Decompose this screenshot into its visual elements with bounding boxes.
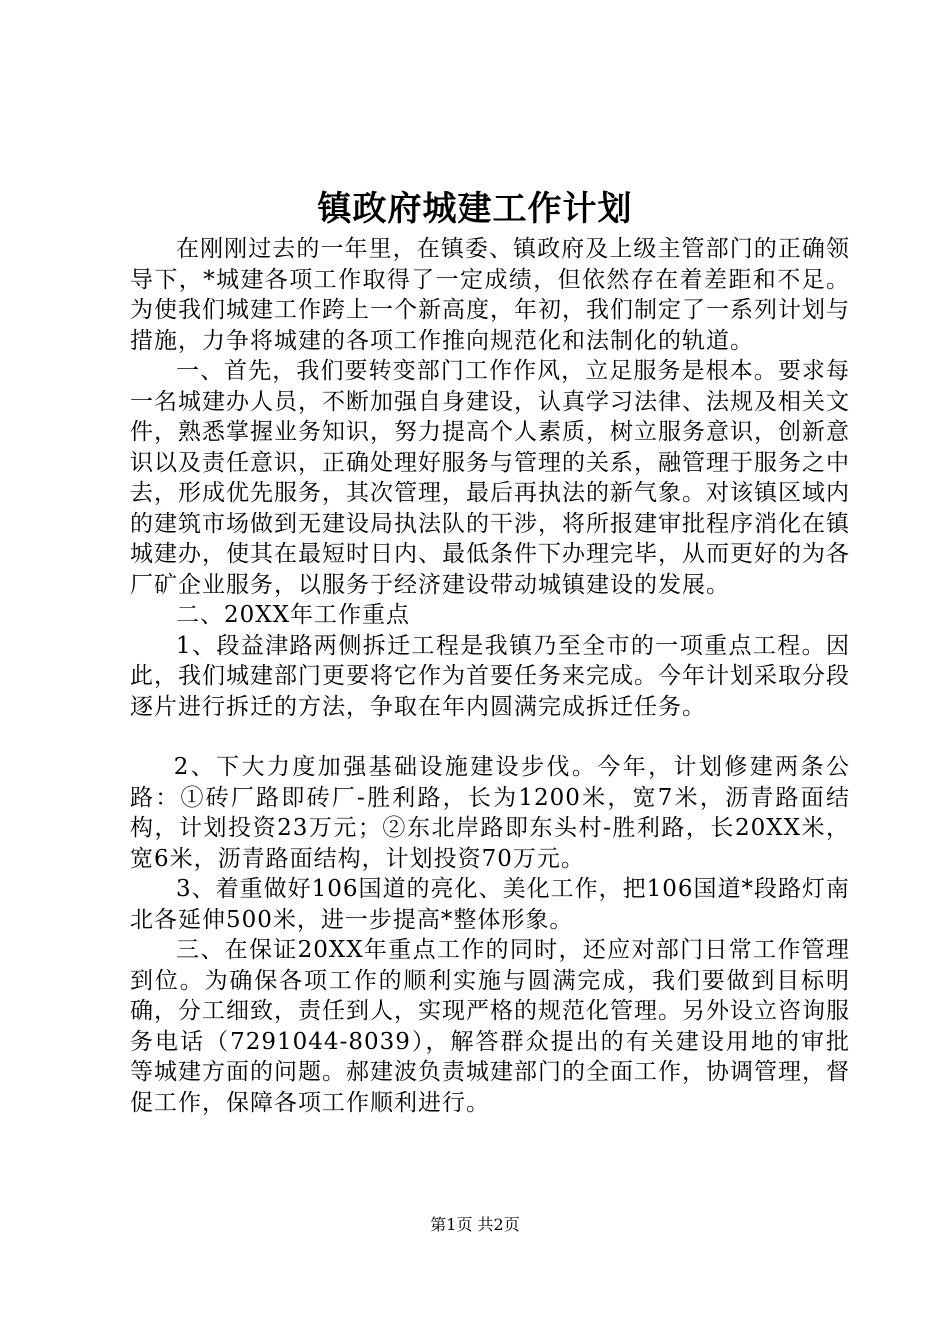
- page-footer: 第1页 共2页: [430, 1215, 520, 1234]
- blank-line: [130, 722, 850, 752]
- section-two-heading: 二、20XX年工作重点: [176, 602, 411, 628]
- item-two-paragraph: 2、下大力度加强基础设施建设步伐。今年，计划修建两条公路：①砖厂路即砖厂-胜利路，长为1200米，宽7米，沥青路面结构，计划投资23万元；②东北岸路即东头村-胜利路，长20XX米，宽6米，沥青路面结构，计划投资70万元。: [130, 754, 850, 872]
- document-title: 镇政府城建工作计划: [317, 189, 633, 229]
- section-one-paragraph: 一、首先，我们要转变部门工作作风，立足服务是根本。要求每一名城建办人员，不断加强自身建设，认真学习法律、法规及相关文件，熟悉掌握业务知识，努力提高个人素质，树立服务意识，创新意识以及责任意识，正确处理好服务与管理的关系，融管理于服务之中去，形成优先服务，其次管理，最后再执法的新气象。对该镇区域内的建筑市场做到无建设局执法队的干涉，将所报建审批程序消化在镇城建办，使其在最短时日内、最低条件下办理完毕，从而更好的为各厂矿企业服务，以服务于经济建设带动城镇建设的发展。: [130, 358, 850, 598]
- document-body: [130, 234, 850, 1118]
- item-three-paragraph: 3、着重做好106国道的亮化、美化工作，把106国道*段路灯南北各延伸500米，进一步提高*整体形象。: [130, 876, 850, 933]
- intro-paragraph: 在刚刚过去的一年里，在镇委、镇政府及上级主管部门的正确领导下，*城建各项工作取得了一定成绩，但依然存在着差距和不足。为使我们城建工作跨上一个新高度，年初，我们制定了一系列计划与措施，力争将城建的各项工作推向规范化和法制化的轨道。: [130, 236, 850, 354]
- section-three-paragraph: 三、在保证20XX年重点工作的同时，还应对部门日常工作管理到位。为确保各项工作的顺利实施与圆满完成，我们要做到目标明确，分工细致，责任到人，实现严格的规范化管理。另外设立咨询服务电话（7291044-8039），解答群众提出的有关建设用地的审批等城建方面的问题。郝建波负责城建部门的全面工作，协调管理，督促工作，保障各项工作顺利进行。: [130, 937, 850, 1116]
- item-one-paragraph: 1、段益津路两侧拆迁工程是我镇乃至全市的一项重点工程。因此，我们城建部门更要将它作为首要任务来完成。今年计划采取分段逐片进行拆迁的方法，争取在年内圆满完成拆迁任务。: [130, 632, 850, 720]
